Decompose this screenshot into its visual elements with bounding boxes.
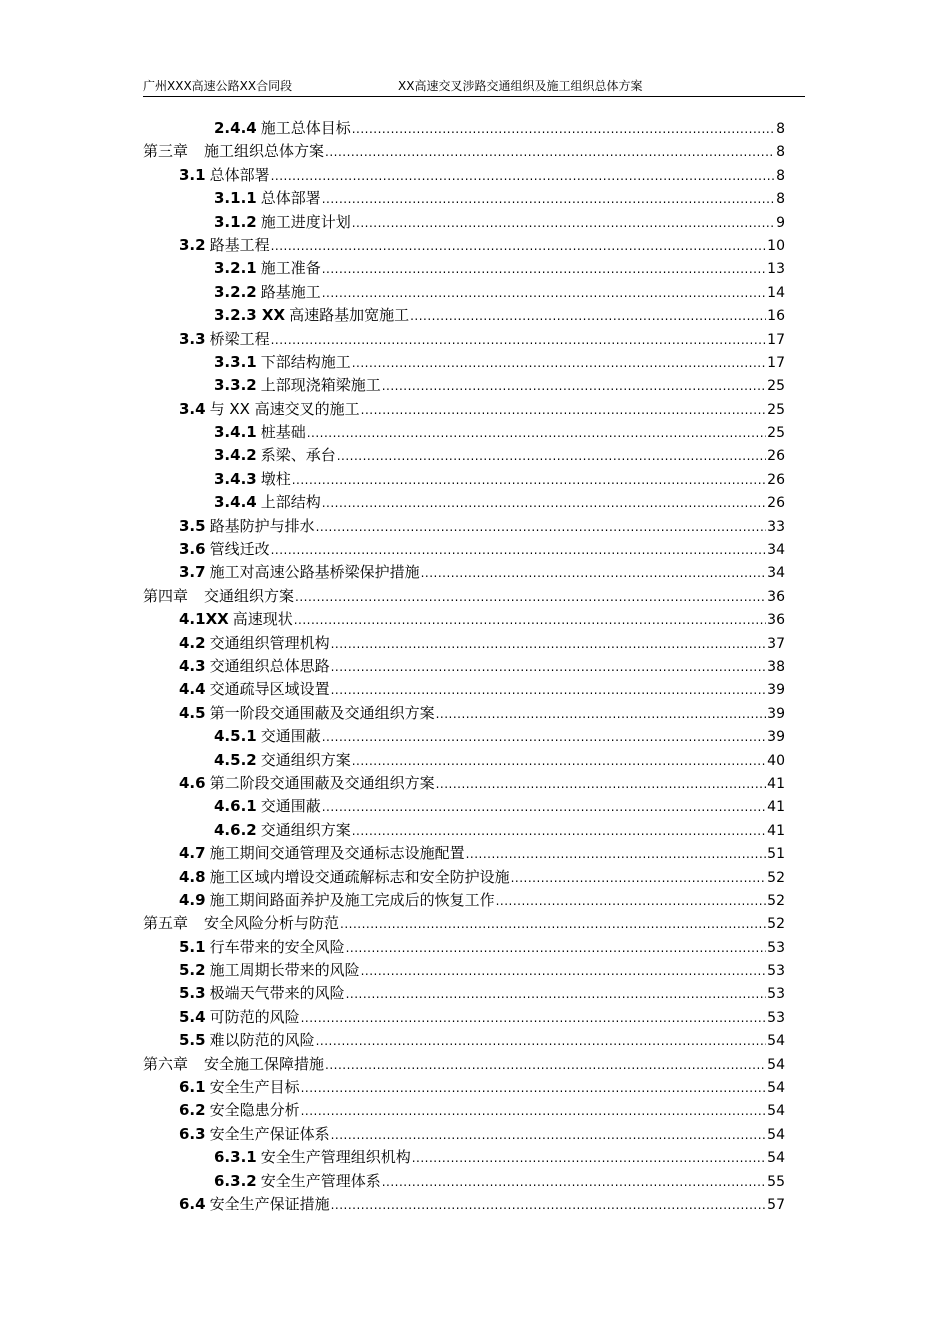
toc-entry-title: 施工对高速公路基桥梁保护措施 bbox=[209, 563, 420, 582]
toc-entry-page-number: 41 bbox=[767, 775, 785, 792]
toc-entry-number: 第五章 bbox=[143, 914, 189, 933]
toc-entry[interactable] bbox=[143, 211, 785, 234]
toc-entry[interactable] bbox=[143, 444, 785, 467]
toc-entry-number: 第六章 bbox=[143, 1054, 189, 1073]
toc-leader-dots bbox=[271, 539, 767, 562]
toc-entry[interactable] bbox=[143, 655, 785, 678]
toc-entry-number: 6.3.1 bbox=[214, 1148, 257, 1167]
toc-entry-number: 6.1 bbox=[179, 1078, 206, 1097]
toc-entry-title: 桥梁工程 bbox=[209, 329, 270, 348]
toc-entry-title: 行车带来的安全风险 bbox=[209, 937, 345, 956]
toc-entry[interactable] bbox=[143, 304, 785, 327]
toc-leader-dots bbox=[361, 399, 767, 422]
toc-leader-dots bbox=[496, 890, 767, 913]
toc-entry-page-number: 41 bbox=[767, 799, 785, 816]
toc-leader-dots bbox=[421, 562, 767, 585]
toc-entry-number: 4.6.1 bbox=[214, 797, 257, 816]
toc-entry-page-number: 54 bbox=[767, 1126, 785, 1143]
toc-entry-title: 交通组织总体思路 bbox=[209, 656, 330, 675]
toc-entry[interactable] bbox=[143, 398, 785, 421]
toc-leader-dots bbox=[331, 633, 767, 656]
toc-entry[interactable] bbox=[143, 328, 785, 351]
toc-leader-dots bbox=[361, 960, 767, 983]
toc-leader-dots bbox=[436, 703, 767, 726]
toc-entry-title: 施工准备 bbox=[260, 259, 321, 278]
toc-entry-page-number: 37 bbox=[767, 635, 785, 652]
toc-leader-dots bbox=[346, 983, 767, 1006]
toc-entry[interactable] bbox=[143, 702, 785, 725]
toc-entry-page-number: 53 bbox=[767, 939, 785, 956]
toc-entry-number: 3.4.2 bbox=[214, 446, 257, 465]
toc-leader-dots bbox=[337, 445, 766, 468]
toc-entry-title: 施工进度计划 bbox=[260, 212, 351, 231]
toc-leader-dots bbox=[322, 492, 766, 515]
toc-entry-page-number: 25 bbox=[767, 378, 785, 395]
toc-entry-title: 路基施工 bbox=[260, 282, 321, 301]
toc-leader-dots bbox=[511, 867, 767, 890]
toc-entry-number: 6.4 bbox=[179, 1194, 206, 1213]
toc-entry-title: 施工周期长带来的风险 bbox=[209, 961, 360, 980]
toc-entry[interactable] bbox=[143, 515, 785, 538]
toc-entry-number: 3.2.3 XX bbox=[214, 306, 286, 325]
toc-entry-number: 5.5 bbox=[179, 1031, 206, 1050]
toc-entry-page-number: 52 bbox=[767, 916, 785, 933]
toc-leader-dots bbox=[331, 656, 767, 679]
toc-entry-title: 上部结构 bbox=[260, 493, 321, 512]
toc-entry-page-number: 57 bbox=[767, 1196, 785, 1213]
toc-entry-title: 总体部署 bbox=[209, 165, 270, 184]
toc-entry-title: 下部结构施工 bbox=[260, 352, 351, 371]
toc-leader-dots bbox=[331, 679, 767, 702]
toc-entry-page-number: 52 bbox=[767, 892, 785, 909]
toc-entry-title: 与 XX 高速交叉的施工 bbox=[209, 399, 360, 418]
toc-entry-number: 4.7 bbox=[179, 844, 206, 863]
toc-entry-number: 3.6 bbox=[179, 540, 206, 559]
toc-leader-dots bbox=[340, 913, 766, 936]
toc-leader-dots bbox=[307, 422, 766, 445]
toc-entry[interactable] bbox=[143, 1006, 785, 1029]
toc-entry-title: 交通组织方案 bbox=[260, 820, 351, 839]
toc-entry-title: 系梁、承台 bbox=[260, 446, 336, 465]
toc-entry-page-number: 40 bbox=[767, 752, 785, 769]
toc-entry-title: 高速路基加宽施工 bbox=[289, 306, 410, 325]
toc-entry-number: 5.1 bbox=[179, 937, 206, 956]
toc-entry-number: 3.2.2 bbox=[214, 282, 257, 301]
toc-leader-dots bbox=[295, 586, 766, 609]
toc-entry[interactable] bbox=[143, 1146, 785, 1169]
toc-entry[interactable] bbox=[143, 725, 785, 748]
toc-entry[interactable] bbox=[143, 936, 785, 959]
toc-entry-page-number: 34 bbox=[767, 565, 785, 582]
toc-entry-number: 5.3 bbox=[179, 984, 206, 1003]
toc-entry[interactable] bbox=[143, 819, 785, 842]
toc-entry-page-number: 54 bbox=[767, 1080, 785, 1097]
toc-entry-title: 施工总体目标 bbox=[260, 119, 351, 137]
toc-leader-dots bbox=[322, 188, 775, 211]
toc-entry-page-number: 36 bbox=[767, 612, 785, 629]
toc-entry-title: 总体部署 bbox=[260, 189, 321, 208]
toc-leader-dots bbox=[346, 937, 767, 960]
toc-entry-number: 第三章 bbox=[143, 142, 189, 161]
toc-entry-number: 4.9 bbox=[179, 890, 206, 909]
toc-leader-dots bbox=[436, 773, 767, 796]
toc-leader-dots bbox=[325, 1054, 766, 1077]
toc-entry-number: 3.5 bbox=[179, 516, 206, 535]
toc-entry[interactable] bbox=[143, 1029, 785, 1052]
toc-entry-page-number: 8 bbox=[776, 144, 785, 161]
toc-entry[interactable] bbox=[143, 585, 785, 608]
toc-leader-dots bbox=[352, 820, 766, 843]
toc-leader-dots bbox=[331, 1124, 767, 1147]
toc-entry[interactable] bbox=[143, 912, 785, 935]
toc-entry-page-number: 25 bbox=[767, 425, 785, 442]
toc-entry-number: 3.1.2 bbox=[214, 212, 257, 231]
toc-entry-number: 4.4 bbox=[179, 680, 206, 699]
toc-entry-page-number: 52 bbox=[767, 869, 785, 886]
toc-leader-dots bbox=[352, 212, 775, 235]
header-left-text: 广州XXX高速公路XX合同段 bbox=[143, 79, 293, 93]
toc-entry[interactable] bbox=[143, 678, 785, 701]
toc-entry-title: 墩柱 bbox=[260, 469, 291, 488]
toc-entry-title: 安全生产管理组织机构 bbox=[260, 1148, 411, 1167]
toc-leader-dots bbox=[322, 258, 766, 281]
toc-leader-dots bbox=[271, 165, 775, 188]
toc-entry-page-number: 8 bbox=[776, 121, 785, 137]
toc-entry-number: 3.3.1 bbox=[214, 352, 257, 371]
toc-entry[interactable] bbox=[143, 772, 785, 795]
toc-entry-title: 第一阶段交通围蔽及交通组织方案 bbox=[209, 703, 435, 722]
toc-entry-number: 4.6 bbox=[179, 773, 206, 792]
toc-entry-page-number: 54 bbox=[767, 1150, 785, 1167]
toc-leader-dots bbox=[352, 750, 766, 773]
toc-entry-page-number: 33 bbox=[767, 518, 785, 535]
toc-entry[interactable] bbox=[143, 795, 785, 818]
toc-entry-title: 交通组织管理机构 bbox=[209, 633, 330, 652]
toc-entry-number: 3.2.1 bbox=[214, 259, 257, 278]
toc-entry-page-number: 34 bbox=[767, 542, 785, 559]
toc-entry-page-number: 36 bbox=[767, 588, 785, 605]
toc-leader-dots bbox=[271, 235, 767, 258]
toc-entry-page-number: 53 bbox=[767, 986, 785, 1003]
toc-entry-number: 6.2 bbox=[179, 1101, 206, 1120]
toc-entry-page-number: 54 bbox=[767, 1103, 785, 1120]
toc-entry-page-number: 25 bbox=[767, 401, 785, 418]
toc-entry[interactable] bbox=[143, 632, 785, 655]
toc-entry-page-number: 51 bbox=[767, 846, 785, 863]
toc-entry-page-number: 9 bbox=[776, 214, 785, 231]
toc-entry-title: 安全生产目标 bbox=[209, 1078, 300, 1097]
toc-entry-number: 3.4.3 bbox=[214, 469, 257, 488]
toc-entry[interactable] bbox=[143, 257, 785, 280]
toc-entry[interactable] bbox=[143, 538, 785, 561]
toc-entry[interactable] bbox=[143, 1170, 785, 1193]
toc-entry[interactable] bbox=[143, 889, 785, 912]
toc-entry-page-number: 17 bbox=[767, 331, 785, 348]
toc-entry-title: 施工区域内增设交通疏解标志和安全防护设施 bbox=[209, 867, 510, 886]
toc-entry-number: 6.3 bbox=[179, 1124, 206, 1143]
toc-leader-dots bbox=[382, 375, 766, 398]
toc-entry[interactable] bbox=[143, 281, 785, 304]
toc-entry-title: 交通围蔽 bbox=[260, 727, 321, 746]
page-header bbox=[143, 76, 805, 97]
toc-entry-title: 交通组织方案 bbox=[204, 586, 295, 605]
toc-entry-number: 2.4.4 bbox=[214, 119, 257, 137]
toc-entry-title: 安全生产管理体系 bbox=[260, 1171, 381, 1190]
toc-entry-page-number: 41 bbox=[767, 822, 785, 839]
toc-entry-page-number: 8 bbox=[776, 191, 785, 208]
toc-entry[interactable] bbox=[143, 749, 785, 772]
toc-entry-page-number: 26 bbox=[767, 495, 785, 512]
table-of-contents bbox=[143, 117, 785, 1216]
toc-entry-title: 施工组织总体方案 bbox=[204, 142, 325, 161]
toc-leader-dots bbox=[322, 282, 766, 305]
toc-entry-title: 施工期间交通管理及交通标志设施配置 bbox=[209, 844, 465, 863]
toc-entry[interactable] bbox=[143, 187, 785, 210]
toc-leader-dots bbox=[271, 329, 767, 352]
toc-entry[interactable] bbox=[143, 234, 785, 257]
toc-entry-title: 交通组织方案 bbox=[260, 750, 351, 769]
toc-entry-page-number: 54 bbox=[767, 1056, 785, 1073]
toc-entry-number: 4.5.2 bbox=[214, 750, 257, 769]
toc-entry[interactable] bbox=[143, 561, 785, 584]
toc-entry-page-number: 39 bbox=[767, 682, 785, 699]
toc-entry-page-number: 26 bbox=[767, 471, 785, 488]
toc-entry-title: 极端天气带来的风险 bbox=[209, 984, 345, 1003]
toc-entry-title: 交通围蔽 bbox=[260, 797, 321, 816]
toc-leader-dots bbox=[352, 352, 766, 375]
toc-leader-dots bbox=[466, 843, 767, 866]
toc-entry-title: 交通疏导区域设置 bbox=[209, 680, 330, 699]
toc-entry[interactable] bbox=[143, 491, 785, 514]
toc-entry[interactable] bbox=[143, 351, 785, 374]
toc-entry[interactable] bbox=[143, 866, 785, 889]
toc-leader-dots bbox=[301, 1007, 767, 1030]
toc-entry-page-number: 8 bbox=[776, 167, 785, 184]
toc-entry-page-number: 17 bbox=[767, 354, 785, 371]
toc-entry-number: 6.3.2 bbox=[214, 1171, 257, 1190]
toc-entry-number: 4.8 bbox=[179, 867, 206, 886]
toc-entry-title: 安全施工保障措施 bbox=[204, 1054, 325, 1073]
toc-entry-page-number: 13 bbox=[767, 261, 785, 278]
toc-entry-page-number: 54 bbox=[767, 1033, 785, 1050]
toc-entry-number: 3.1 bbox=[179, 165, 206, 184]
toc-leader-dots bbox=[412, 1147, 766, 1170]
toc-entry[interactable] bbox=[143, 374, 785, 397]
toc-entry-page-number: 16 bbox=[767, 308, 785, 325]
toc-entry-page-number: 10 bbox=[767, 237, 785, 254]
toc-leader-dots bbox=[301, 1100, 767, 1123]
toc-entry[interactable] bbox=[143, 117, 785, 140]
toc-leader-dots bbox=[316, 516, 767, 539]
toc-entry[interactable] bbox=[143, 164, 785, 187]
toc-entry-number: 3.1.1 bbox=[214, 189, 257, 208]
header-right-text: XX高速交叉涉路交通组织及施工组织总体方案 bbox=[398, 79, 643, 93]
toc-leader-dots bbox=[352, 118, 775, 141]
toc-entry-title: 安全生产保证体系 bbox=[209, 1124, 330, 1143]
toc-entry[interactable] bbox=[143, 1053, 785, 1076]
toc-entry[interactable] bbox=[143, 1123, 785, 1146]
toc-entry[interactable] bbox=[143, 1099, 785, 1122]
toc-entry-number: 3.7 bbox=[179, 563, 206, 582]
toc-entry-title: 高速现状 bbox=[232, 610, 293, 629]
toc-entry-number: 4.2 bbox=[179, 633, 206, 652]
toc-entry-number: 3.4.1 bbox=[214, 423, 257, 442]
toc-entry-number: 4.5.1 bbox=[214, 727, 257, 746]
toc-entry-title: 路基工程 bbox=[209, 235, 270, 254]
toc-entry[interactable] bbox=[143, 982, 785, 1005]
toc-entry-title: 安全风险分析与防范 bbox=[204, 914, 340, 933]
toc-entry-page-number: 26 bbox=[767, 448, 785, 465]
toc-entry-number: 3.2 bbox=[179, 235, 206, 254]
toc-leader-dots bbox=[331, 1194, 767, 1217]
toc-entry-title: 第二阶段交通围蔽及交通组织方案 bbox=[209, 773, 435, 792]
toc-entry-title: 路基防护与排水 bbox=[209, 516, 315, 535]
toc-entry-page-number: 53 bbox=[767, 1009, 785, 1026]
toc-entry-number: 4.3 bbox=[179, 656, 206, 675]
toc-leader-dots bbox=[410, 305, 766, 328]
toc-entry[interactable] bbox=[143, 421, 785, 444]
toc-leader-dots bbox=[292, 469, 766, 492]
toc-entry-title: 可防范的风险 bbox=[209, 1007, 300, 1026]
toc-entry-number: 第四章 bbox=[143, 586, 189, 605]
toc-leader-dots bbox=[322, 726, 766, 749]
toc-entry-number: 3.3.2 bbox=[214, 376, 257, 395]
toc-entry-title: 安全生产保证措施 bbox=[209, 1194, 330, 1213]
toc-entry-page-number: 14 bbox=[767, 284, 785, 301]
toc-entry-page-number: 39 bbox=[767, 705, 785, 722]
toc-entry[interactable] bbox=[143, 140, 785, 163]
toc-entry-title: 难以防范的风险 bbox=[209, 1031, 315, 1050]
toc-entry-page-number: 39 bbox=[767, 729, 785, 746]
toc-entry[interactable] bbox=[143, 842, 785, 865]
toc-entry-number: 4.5 bbox=[179, 703, 206, 722]
toc-entry[interactable] bbox=[143, 1193, 785, 1216]
toc-entry-title: 安全隐患分析 bbox=[209, 1101, 300, 1120]
toc-entry-title: 管线迁改 bbox=[209, 540, 270, 559]
toc-entry-number: 3.3 bbox=[179, 329, 206, 348]
toc-entry-page-number: 38 bbox=[767, 658, 785, 675]
toc-entry-number: 5.4 bbox=[179, 1007, 206, 1026]
toc-leader-dots bbox=[294, 609, 766, 632]
toc-entry[interactable] bbox=[143, 1076, 785, 1099]
toc-leader-dots bbox=[322, 796, 766, 819]
toc-entry-title: 上部现浇箱梁施工 bbox=[260, 376, 381, 395]
toc-entry-page-number: 53 bbox=[767, 963, 785, 980]
toc-entry-number: 3.4 bbox=[179, 399, 206, 418]
toc-leader-dots bbox=[301, 1077, 767, 1100]
toc-entry[interactable] bbox=[143, 959, 785, 982]
toc-leader-dots bbox=[316, 1030, 767, 1053]
toc-leader-dots bbox=[382, 1171, 766, 1194]
toc-entry-number: 3.4.4 bbox=[214, 493, 257, 512]
toc-entry-number: 4.6.2 bbox=[214, 820, 257, 839]
toc-entry-number: 5.2 bbox=[179, 961, 206, 980]
toc-entry-number: 4.1XX bbox=[179, 610, 229, 629]
toc-entry[interactable] bbox=[143, 608, 785, 631]
toc-entry-title: 桩基础 bbox=[260, 423, 306, 442]
toc-entry[interactable] bbox=[143, 468, 785, 491]
toc-entry-title: 施工期间路面养护及施工完成后的恢复工作 bbox=[209, 890, 495, 909]
toc-entry-page-number: 55 bbox=[767, 1173, 785, 1190]
toc-leader-dots bbox=[325, 141, 775, 164]
